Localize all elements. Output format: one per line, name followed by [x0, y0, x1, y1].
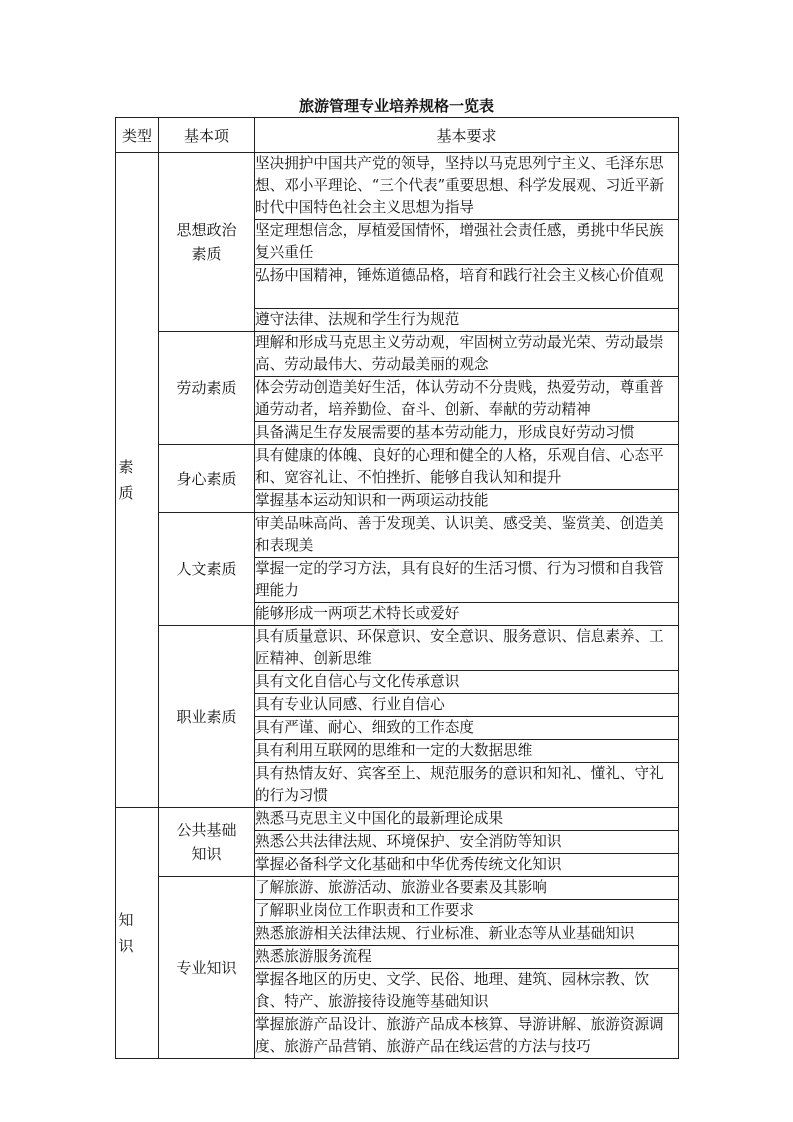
requirement-text: 掌握旅游产品设计、旅游产品成本核算、导游讲解、旅游资源调度、旅游产品营销、旅游产品在线运营的方法与技巧 — [255, 1016, 664, 1055]
requirement-cell — [255, 445, 679, 490]
requirement-text: 具有健康的体魄、良好的心理和健全的人格，乐观自信、心态平和、宽容礼让、不怕挫折、能够自我认知和提升 — [255, 447, 664, 486]
header-type: 类型 — [116, 118, 159, 153]
requirement-cell — [255, 808, 679, 831]
table-row — [116, 153, 679, 220]
item-cell — [159, 626, 255, 808]
header-item: 基本项 — [159, 118, 255, 153]
table-row — [116, 332, 679, 377]
table-row — [116, 626, 679, 671]
item-cell — [159, 877, 255, 1059]
requirement-cell — [255, 513, 679, 558]
requirement-cell — [255, 923, 679, 946]
requirement-text: 坚定理想信念，厚植爱国情怀，增强社会责任感，勇挑中华民族复兴重任 — [255, 222, 664, 261]
table-row — [116, 513, 679, 558]
item-label: 公共基础 知识 — [176, 821, 237, 863]
requirement-text: 能够形成一两项艺术特长或爱好 — [255, 605, 460, 622]
requirement-cell — [255, 694, 679, 717]
item-cell — [159, 513, 255, 626]
requirement-cell — [255, 603, 679, 626]
requirement-cell — [255, 377, 679, 422]
requirement-cell — [255, 558, 679, 603]
requirement-cell — [255, 946, 679, 969]
header-row — [116, 118, 679, 153]
requirement-text: 具备满足生存发展需要的基本劳动能力，形成良好劳动习惯 — [255, 424, 635, 441]
requirement-cell — [255, 1014, 679, 1059]
requirement-text: 理解和形成马克思主义劳动观，牢固树立劳动最光荣、劳动最崇高、劳动最伟大、劳动最美丽的观念 — [255, 334, 664, 373]
requirement-text: 审美品味高尚、善于发现美、认识美、感受美、鉴赏美、创造美和表现美 — [255, 515, 664, 554]
requirement-cell — [255, 877, 679, 900]
item-cell — [159, 808, 255, 877]
requirement-text: 掌握各地区的历史、文学、民俗、地理、建筑、园林宗教、饮食、特产、旅游接待设施等基础知识 — [255, 971, 650, 1010]
requirement-cell — [255, 309, 679, 332]
spec-table — [115, 117, 679, 1059]
requirement-text: 掌握基本运动知识和一两项运动技能 — [255, 492, 489, 509]
table-row — [116, 808, 679, 831]
item-label: 思想政治 素质 — [176, 221, 237, 263]
requirement-text: 弘扬中国精神，锤炼道德品格，培育和践行社会主义核心价值观 — [255, 267, 664, 284]
category-label: 素质 — [118, 458, 134, 502]
table-title: 旅游管理专业培养规格一览表 — [298, 97, 494, 115]
header-requirement: 基本要求 — [255, 118, 679, 153]
item-label: 人文素质 — [176, 560, 237, 578]
requirement-cell — [255, 265, 679, 309]
requirement-text: 熟悉旅游服务流程 — [255, 948, 372, 965]
requirement-cell — [255, 900, 679, 923]
requirement-cell — [255, 831, 679, 854]
item-cell — [159, 445, 255, 513]
requirement-text: 体会劳动创造美好生活，体认劳动不分贵贱，热爱劳动，尊重普通劳动者，培养勤俭、奋斗、创新、奉献的劳动精神 — [255, 379, 664, 418]
requirement-cell — [255, 740, 679, 763]
requirement-cell — [255, 332, 679, 377]
requirement-text: 具有文化自信心与文化传承意识 — [255, 673, 460, 690]
requirement-text: 熟悉马克思主义中国化的最新理论成果 — [255, 810, 504, 827]
requirement-cell — [255, 671, 679, 694]
requirement-cell — [255, 220, 679, 265]
category-label: 知识 — [118, 911, 134, 955]
requirement-text: 具有热情友好、宾客至上、规范服务的意识和知礼、懂礼、守礼的行为习惯 — [255, 765, 664, 804]
requirement-text: 遵守法律、法规和学生行为规范 — [255, 311, 460, 328]
requirement-text: 具有质量意识、环保意识、安全意识、服务意识、信息素养、工匠精神、创新思维 — [255, 628, 664, 667]
requirement-text: 具有利用互联网的思维和一定的大数据思维 — [255, 742, 533, 759]
requirement-text: 熟悉旅游相关法律法规、行业标准、新业态等从业基础知识 — [255, 925, 635, 942]
requirement-text: 掌握必备科学文化基础和中华优秀传统文化知识 — [255, 856, 562, 873]
table-row — [116, 877, 679, 900]
requirement-cell — [255, 490, 679, 513]
requirement-text: 熟悉公共法律法规、环境保护、安全消防等知识 — [255, 833, 562, 850]
table-body — [116, 153, 679, 1059]
item-label: 专业知识 — [176, 958, 237, 977]
item-label: 职业素质 — [176, 707, 237, 726]
requirement-cell — [255, 969, 679, 1014]
requirement-text: 具有专业认同感、行业自信心 — [255, 696, 445, 713]
item-cell — [159, 332, 255, 445]
requirement-text: 具有严谨、耐心、细致的工作态度 — [255, 719, 474, 736]
requirement-cell — [255, 717, 679, 740]
item-cell — [159, 153, 255, 332]
requirement-text: 了解职业岗位工作职责和工作要求 — [255, 902, 474, 919]
requirement-text: 了解旅游、旅游活动、旅游业各要素及其影响 — [255, 879, 547, 896]
category-cell — [116, 808, 159, 1059]
requirement-text: 掌握一定的学习方法，具有良好的生活习惯、行为习惯和自我管理能力 — [255, 560, 664, 599]
category-cell — [116, 153, 159, 808]
requirement-cell — [255, 153, 679, 220]
requirement-cell — [255, 422, 679, 445]
requirement-text: 坚决拥护中国共产党的领导，坚持以马克思列宁主义、毛泽东思想、邓小平理论、“三个代表”重要思想、科学发展观、习近平新时代中国特色社会主义思想为指导 — [255, 155, 664, 216]
item-label: 劳动素质 — [176, 379, 237, 397]
table-row — [116, 445, 679, 490]
requirement-cell — [255, 854, 679, 877]
requirement-cell — [255, 763, 679, 808]
requirement-cell — [255, 626, 679, 671]
item-label: 身心素质 — [176, 469, 237, 488]
